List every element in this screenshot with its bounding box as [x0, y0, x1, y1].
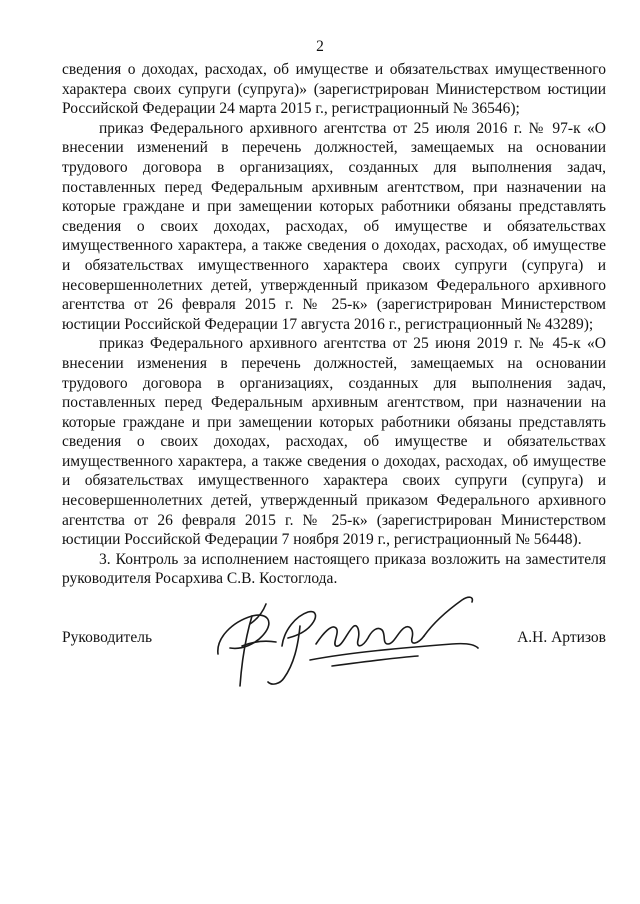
paragraph-order-2016: приказ Федерального архивного агентства от 25 июля 2016 г. № 97-к «О внесении изменений в перечень должностей, замещаемых на основании трудового договора в организациях, созданных для выполнения задач, поставленных перед Федеральным архивным агентством, при назначении на которые граждане и при замещении которых работники обязаны представлять сведения о своих доходах, расходах, об имуществе и обязательствах имущественного характера, а также сведения о доходах, расходах, об имуществе и обязательствах имущественного характера своих супруги (супруга) и несовершеннолетних детей, утвержденный приказом Федерального архивного агентства от 26 февраля 2015 г. № 25-к» (зарегистрирован Министерством юстиции Российской Федерации 17 августа 2016 г., регистрационный № 43289); [62, 119, 606, 333]
paragraph-order-2019: приказ Федерального архивного агентства от 25 июня 2019 г. № 45-к «О внесении изменения в перечень должностей, замещаемых на основании трудового договора в организациях, созданных для выполнения задач, поставленных перед Федеральным архивным агентством, при назначении на которые граждане и при замещении которых работники обязаны представлять сведения о своих доходах, расходах, об имуществе и обязательствах имущественного характера, а также сведения о доходах, расходах, об имуществе и обязательствах имущественного характера своих супруги (супруга) и несовершеннолетних детей, утвержденный приказом Федерального архивного агентства от 26 февраля 2015 г. № 25-к» (зарегистрирован Министерством юстиции Российской Федерации 7 ноября 2019 г., регистрационный № 56448). [62, 335, 606, 549]
paragraph-continuation: сведения о доходах, расходах, об имуществе и обязательствах имущественного характера своих супруги (супруга)» (зарегистрирован Министерством юстиции Российской Федерации 24 марта 2015 г., регистрационный № 36546); [62, 61, 606, 118]
signer-name: А.Н. Артизов [517, 629, 606, 646]
handwritten-signature [212, 586, 482, 698]
signer-title: Руководитель [62, 629, 153, 646]
paragraph-control-clause: 3. Контроль за исполнением настоящего приказа возложить на заместителя руководителя Росархива С.В. Костоглода. [62, 550, 606, 588]
page-number: 2 [316, 38, 324, 55]
document-body [62, 60, 606, 589]
